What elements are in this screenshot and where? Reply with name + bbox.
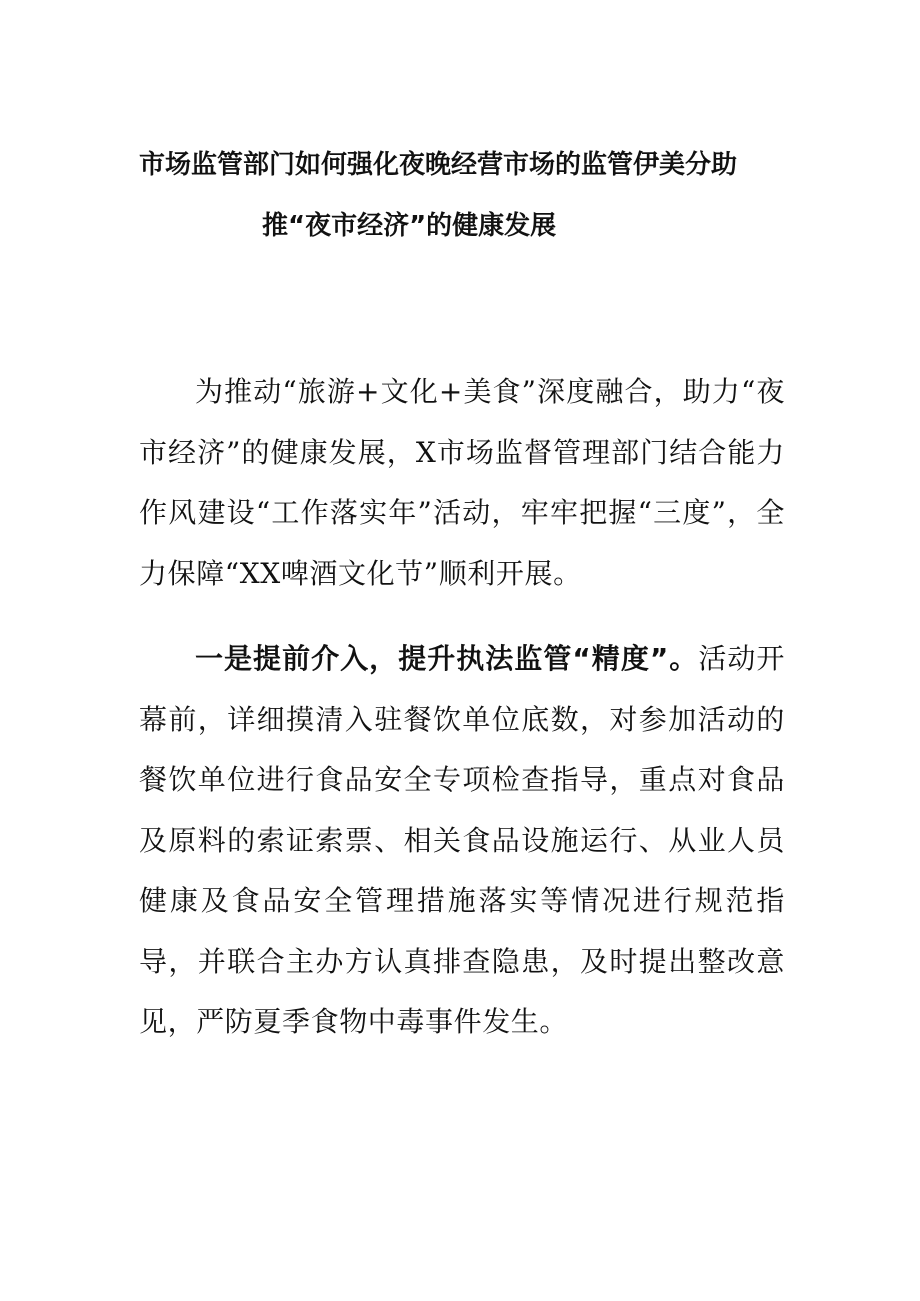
document-title-line-1: 市场监管部门如何强化夜晚经营市场的监管伊美分助 <box>139 150 738 180</box>
paragraph-point-one-heading: 一是提前介入，提升执法监管“精度”。 <box>195 642 699 675</box>
paragraph-point-one-body: 活动开幕前，详细摸清入驻餐饮单位底数，对参加活动的餐饮单位进行食品安全专项检查指导，重点对食品及原料的索证索票、相关食品设施运行、从业人员健康及食品安全管理措施落实等情况进行规范指导，并联合主办方认真排查隐患，及时提出整改意见，严防夏季食物中毒事件发生。 <box>139 642 785 1038</box>
paragraph-intro: 为推动“旅游+文化+美食”深度融合，助力“夜市经济”的健康发展，X市场监督管理部门结合能力作风建设“工作落实年”活动，牢牢把握“三度”，全力保障“XX啤酒文化节”顺利开展。 <box>139 375 785 590</box>
paragraph-point-one <box>139 629 785 1053</box>
document-title-line-2: 推“夜市经济”的健康发展 <box>262 211 557 241</box>
